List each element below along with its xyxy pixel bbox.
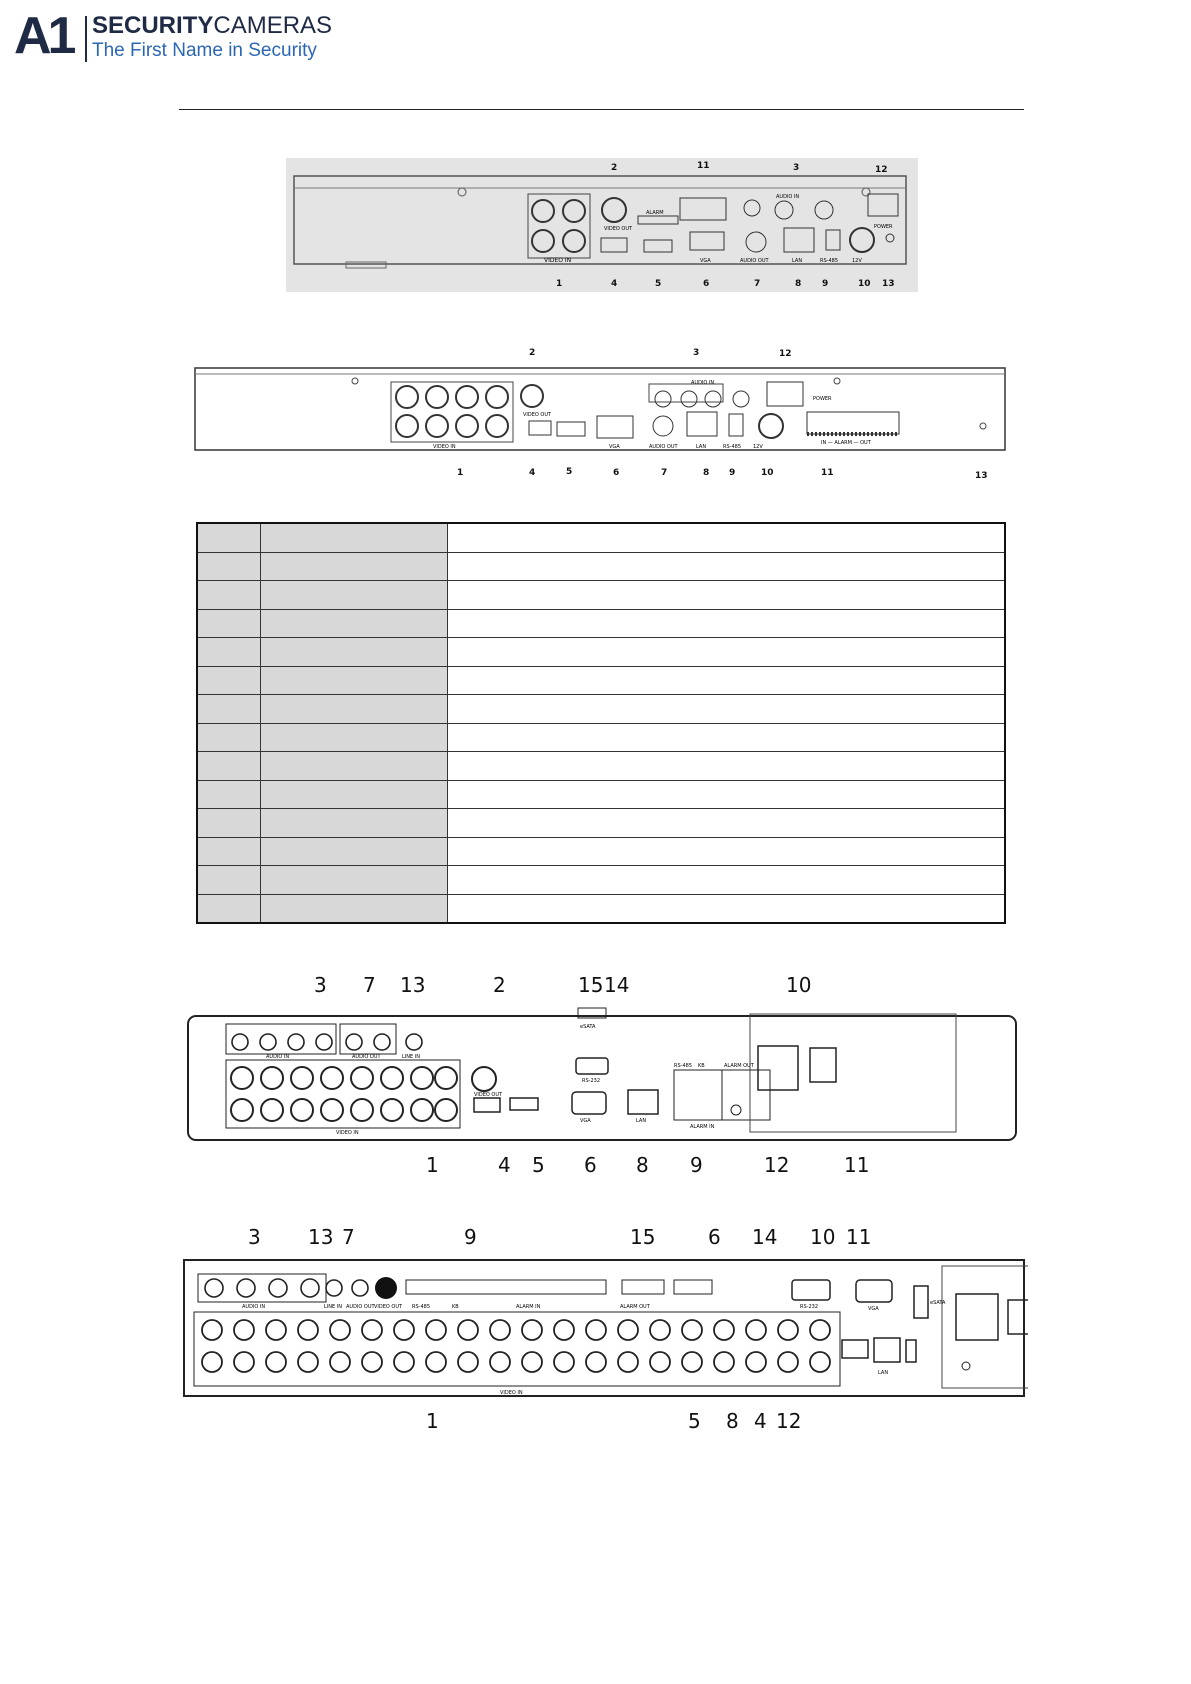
fig1-callout-11: 11 bbox=[697, 161, 710, 171]
logo-divider bbox=[85, 16, 87, 62]
fig1-callout-10: 10 bbox=[858, 279, 871, 289]
fig4-vga-label: VGA bbox=[868, 1306, 879, 1312]
fig4-alarm-out-label: ALARM OUT bbox=[620, 1304, 650, 1310]
fig2-alarm-label: IN — ALARM — OUT bbox=[821, 440, 871, 446]
fig3-callout-8: 8 bbox=[636, 1153, 649, 1176]
fig3-callout-12: 12 bbox=[764, 1153, 790, 1176]
fig2-callout-7: 7 bbox=[661, 468, 668, 478]
fig2-12v-label: 12V bbox=[753, 444, 763, 450]
fig3-callout-2: 2 bbox=[493, 973, 506, 997]
fig3-callout-4: 4 bbox=[498, 1153, 511, 1176]
fig2-callout-1: 1 bbox=[457, 468, 464, 478]
table-row bbox=[197, 552, 1005, 581]
fig3-alarm-in-label: ALARM IN bbox=[690, 1124, 715, 1130]
fig3-rs232-label: RS-232 bbox=[582, 1078, 600, 1084]
fig3-callout-7: 7 bbox=[363, 973, 376, 997]
fig1-callout-13: 13 bbox=[882, 279, 895, 289]
fig4-callout-5: 5 bbox=[688, 1409, 701, 1432]
fig1-lan-label: LAN bbox=[792, 258, 803, 264]
fig1-callout-4: 4 bbox=[611, 279, 618, 289]
fig2-audio-in-label: AUDIO IN bbox=[691, 380, 715, 386]
logo-tagline: The First Name in Security bbox=[92, 40, 317, 61]
fig2-callout-6: 6 bbox=[613, 468, 620, 478]
logo-mark: A1 bbox=[14, 7, 73, 65]
fig2-video-in-label: VIDEO IN bbox=[433, 444, 456, 450]
fig4-alarm-in-label: ALARM IN bbox=[516, 1304, 541, 1310]
fig3-callout-5: 5 bbox=[532, 1153, 545, 1176]
fig2-vga-label: VGA bbox=[609, 444, 620, 450]
fig1-video-in-label: VIDEO IN bbox=[544, 257, 572, 264]
fig2-callout-12: 12 bbox=[779, 349, 792, 359]
rear-panel-figure-2 bbox=[193, 344, 1008, 484]
fig3-callout-10: 10 bbox=[786, 973, 812, 997]
fig1-callout-1: 1 bbox=[556, 279, 563, 289]
fig1-callout-6: 6 bbox=[703, 279, 710, 289]
fig4-callout-12: 12 bbox=[776, 1409, 802, 1432]
fig2-rs485-label: RS-485 bbox=[723, 444, 741, 450]
table-row bbox=[197, 723, 1005, 752]
fig3-line-in-label: LINE IN bbox=[402, 1054, 420, 1060]
fig3-vga-label: VGA bbox=[580, 1118, 591, 1124]
fig4-line-in-label: LINE IN bbox=[324, 1304, 342, 1310]
fig2-lan-label: LAN bbox=[696, 444, 707, 450]
fig4-callout-13: 13 bbox=[308, 1225, 334, 1249]
fig3-audio-out-label: AUDIO OUT bbox=[352, 1054, 381, 1060]
fig1-callout-7: 7 bbox=[754, 279, 761, 289]
fig3-callout-3: 3 bbox=[314, 973, 327, 997]
table-row bbox=[197, 866, 1005, 895]
fig4-lan-label: LAN bbox=[878, 1370, 889, 1376]
fig1-callout-5: 5 bbox=[655, 279, 662, 289]
fig4-callout-4: 4 bbox=[754, 1409, 767, 1432]
fig1-power-label: POWER bbox=[874, 224, 893, 230]
fig2-callout-3: 3 bbox=[693, 348, 700, 358]
fig2-callout-10: 10 bbox=[761, 468, 774, 478]
rear-panel-figure-3 bbox=[184, 970, 1020, 1176]
fig4-callout-3: 3 bbox=[248, 1225, 261, 1249]
fig4-callout-15: 15 bbox=[630, 1225, 656, 1249]
fig1-audio-out-label: AUDIO OUT bbox=[740, 258, 769, 264]
table-row bbox=[197, 695, 1005, 724]
fig1-callout-8: 8 bbox=[795, 279, 802, 289]
connector-table bbox=[196, 522, 1006, 924]
fig4-callout-11: 11 bbox=[846, 1225, 872, 1249]
fig3-lan-label: LAN bbox=[636, 1118, 647, 1124]
fig4-callout-10: 10 bbox=[810, 1225, 836, 1249]
fig1-alarm-label: ALARM bbox=[646, 210, 664, 216]
fig1-callout-3: 3 bbox=[793, 163, 800, 173]
fig4-rs485-label: RS-485 bbox=[412, 1304, 430, 1310]
fig4-callout-6: 6 bbox=[708, 1225, 721, 1249]
fig3-kb-label: KB bbox=[698, 1063, 705, 1069]
table-row bbox=[197, 809, 1005, 838]
fig3-esata-label: eSATA bbox=[580, 1024, 596, 1030]
fig4-rs232-label: RS-232 bbox=[800, 1304, 818, 1310]
rear-panel-figure-1 bbox=[286, 158, 918, 292]
fig4-audio-out-label: AUDIO OUT bbox=[346, 1304, 375, 1310]
fig1-audio-in-label: AUDIO IN bbox=[776, 194, 800, 200]
rear-panel-figure-4 bbox=[180, 1222, 1028, 1432]
fig2-video-out-label: VIDEO OUT bbox=[523, 412, 552, 418]
fig1-video-out-label: VIDEO OUT bbox=[604, 226, 633, 232]
fig4-callout-7: 7 bbox=[342, 1225, 355, 1249]
fig3-alarm-out-label: ALARM OUT bbox=[724, 1063, 754, 1069]
fig4-callout-1: 1 bbox=[426, 1409, 439, 1432]
fig2-callout-2: 2 bbox=[529, 348, 536, 358]
table-row bbox=[197, 894, 1005, 923]
fig4-esata-label: eSATA bbox=[930, 1300, 946, 1306]
table-row bbox=[197, 638, 1005, 667]
table-row bbox=[197, 837, 1005, 866]
table-row bbox=[197, 581, 1005, 610]
table-row bbox=[197, 609, 1005, 638]
fig4-audio-in-label: AUDIO IN bbox=[242, 1304, 266, 1310]
fig4-video-in-label: VIDEO IN bbox=[500, 1390, 523, 1396]
fig2-callout-8: 8 bbox=[703, 468, 710, 478]
fig1-12v-label: 12V bbox=[852, 258, 862, 264]
logo-name bbox=[92, 12, 332, 40]
fig3-callout-15: 15 bbox=[578, 973, 604, 997]
fig4-kb-label: KB bbox=[452, 1304, 459, 1310]
table-row bbox=[197, 780, 1005, 809]
table-row bbox=[197, 666, 1005, 695]
fig2-callout-5: 5 bbox=[566, 467, 573, 477]
logo-name-light: CAMERAS bbox=[213, 12, 333, 39]
fig3-callout-13: 13 bbox=[400, 973, 426, 997]
fig3-rs485-label: RS-485 bbox=[674, 1063, 692, 1069]
fig3-callout-1: 1 bbox=[426, 1153, 439, 1176]
fig3-audio-in-label: AUDIO IN bbox=[266, 1054, 290, 1060]
header-rule bbox=[179, 109, 1024, 110]
fig4-callout-14: 14 bbox=[752, 1225, 778, 1249]
fig2-callout-13: 13 bbox=[975, 471, 988, 481]
fig3-callout-6: 6 bbox=[584, 1153, 597, 1176]
fig2-callout-9: 9 bbox=[729, 468, 736, 478]
fig3-callout-11: 11 bbox=[844, 1153, 870, 1176]
fig2-callout-11: 11 bbox=[821, 468, 834, 478]
fig1-callout-9: 9 bbox=[822, 279, 829, 289]
fig4-callout-9: 9 bbox=[464, 1225, 477, 1249]
fig3-video-in-label: VIDEO IN bbox=[336, 1130, 359, 1136]
fig3-callout-9: 9 bbox=[690, 1153, 703, 1176]
fig2-callout-4: 4 bbox=[529, 468, 536, 478]
fig2-audio-out-label: AUDIO OUT bbox=[649, 444, 678, 450]
logo-name-bold: SECURITY bbox=[92, 12, 214, 39]
table-row bbox=[197, 752, 1005, 781]
fig3-callout-14: 14 bbox=[604, 973, 630, 997]
fig1-vga-label: VGA bbox=[700, 258, 711, 264]
fig1-rs485-label: RS-485 bbox=[820, 258, 838, 264]
fig3-video-out-label: VIDEO OUT bbox=[474, 1092, 503, 1098]
fig4-callout-8: 8 bbox=[726, 1409, 739, 1432]
company-logo bbox=[14, 7, 334, 66]
fig1-callout-12: 12 bbox=[875, 165, 888, 175]
fig1-callout-2: 2 bbox=[611, 163, 618, 173]
fig4-video-out-label: VIDEO OUT bbox=[374, 1304, 403, 1310]
table-row bbox=[197, 523, 1005, 552]
fig2-power-label: POWER bbox=[813, 396, 832, 402]
